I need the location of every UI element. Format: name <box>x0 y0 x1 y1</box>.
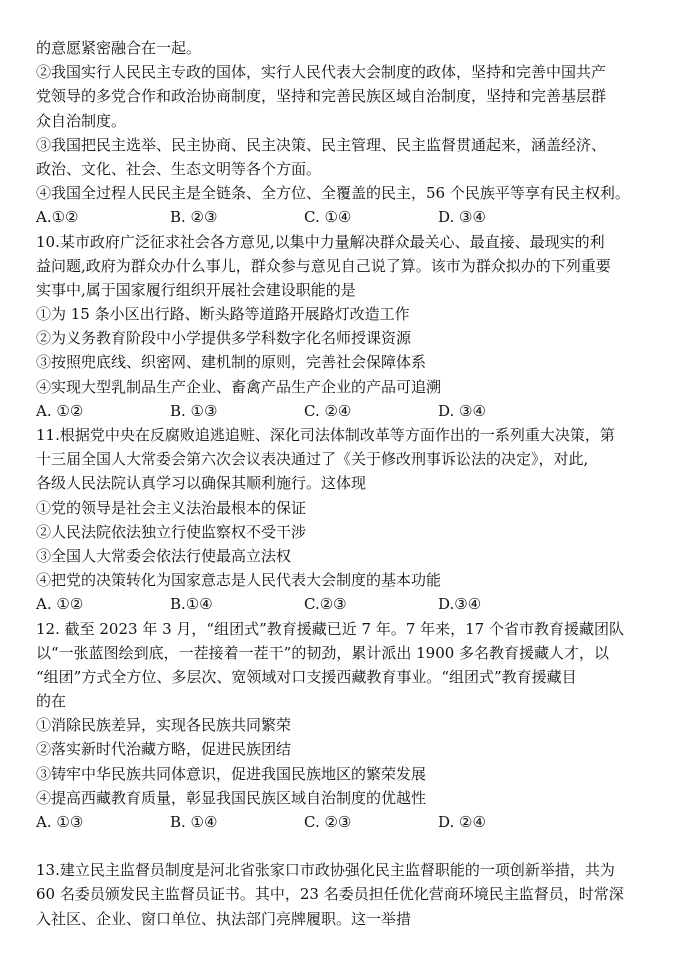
option-c: C.②③ <box>304 595 347 614</box>
answer-options <box>36 592 676 616</box>
answer-options <box>36 810 676 834</box>
question-11 <box>36 423 676 617</box>
option-a: A. ①③ <box>36 813 84 831</box>
option-d: D. ③④ <box>438 208 486 227</box>
option-d: D. ③④ <box>438 401 486 420</box>
option-b: B. ②③ <box>170 208 218 227</box>
question-text-line: ④实现大型乳制品生产企业、畜禽产品生产企业的产品可追溯 <box>36 377 442 396</box>
exam-page <box>36 36 676 931</box>
question-text-line: 10.某市政府广泛征求社会各方意见,以集中力量解决群众最关心、最直接、最现实的利 <box>36 232 605 251</box>
question-text-line: ③全国人大常委会依法行使最高立法权 <box>36 546 292 565</box>
option-c: C. ②④ <box>304 401 352 420</box>
question-text-line: “组团”方式全方位、多层次、宽领域对口支援西藏教育事业。“组团式”教育援藏目 <box>36 667 577 686</box>
question-text-line: ①党的领导是社会主义法治最根本的保证 <box>36 498 307 517</box>
question-text-line: 实事中,属于国家履行组织开展社会建设职能的是 <box>36 280 356 299</box>
option-b: B. ①③ <box>170 401 218 420</box>
question-text-line: 入社区、企业、窗口单位、执法部门亮牌履职。这一举措 <box>36 909 412 928</box>
question-text-line: 益问题,政府为群众办什么事儿，群众参与意见自己说了算。该市为群众拟办的下列重要 <box>36 256 611 275</box>
answer-options <box>36 399 676 423</box>
option-a: A.①② <box>36 208 79 227</box>
question-text-line: 的在 <box>36 692 67 711</box>
question-text-line: ②我国实行人民民主专政的国体，实行人民代表大会制度的政体，坚持和完善中国共产 <box>36 63 607 82</box>
question-text-line: ②人民法院依法独立行使监察权不受干涉 <box>36 522 307 541</box>
question-text-line: 60 名委员颁发民主监督员证书。其中，23 名委员担任优化营商环境民主监督员，时常深 <box>36 885 624 904</box>
question-text-line: ④我国全过程人民民主是全链条、全方位、全覆盖的民主，56 个民族平等享有民主权利。 <box>36 184 630 203</box>
question-text-line: 众自治制度。 <box>36 111 127 130</box>
option-c: C. ②③ <box>304 813 352 831</box>
question-10 <box>36 230 676 424</box>
question-text-line: 11.根据党中央在反腐败追逃追赃、深化司法体制改革等方面作出的一系列重大决策，第 <box>36 426 615 444</box>
question-text-line: 政治、文化、社会、生态文明等各个方面。 <box>36 159 322 178</box>
option-b: B.①④ <box>170 595 213 614</box>
question-text-line: ②为义务教育阶段中小学提供多学科数字化名师授课资源 <box>36 329 412 348</box>
question-12 <box>36 617 676 835</box>
question-text-line: ①消除民族差异，实现各民族共同繁荣 <box>36 716 292 735</box>
question-text-line: ①为 15 条小区出行路、断头路等道路开展路灯改造工作 <box>36 305 410 324</box>
option-d: D.③④ <box>438 595 482 614</box>
question-text-line: 各级人民法院认真学习以确保其顺利施行。这体现 <box>36 474 367 493</box>
question-text-line: 的意愿紧密融合在一起。 <box>36 39 202 57</box>
question-text-line: 党领导的多党合作和政治协商制度，坚持和完善民族区域自治制度，坚持和完善基层群 <box>36 87 607 106</box>
option-a: A. ①② <box>36 401 84 420</box>
option-d: D. ②④ <box>438 813 486 831</box>
spacer <box>36 834 676 858</box>
question-text-line: 十三届全国人大常委会第六次会议表决通过了《关于修改刑事诉讼法的决定》，对此, <box>36 450 589 469</box>
answer-options <box>36 205 676 229</box>
question-text-line: ③我国把民主选举、民主协商、民主决策、民主管理、民主监督贯通起来，涵盖经济、 <box>36 135 607 154</box>
question-text-line: 13.建立民主监督员制度是河北省张家口市政协强化民主监督职能的一项创新举措，共为 <box>36 861 615 880</box>
question-text-line: ④提高西藏教育质量，彰显我国民族区域自治制度的优越性 <box>36 788 427 807</box>
option-a: A. ①② <box>36 595 84 614</box>
question-text-line: ③铸牢中华民族共同体意识，促进我国民族地区的繁荣发展 <box>36 764 427 783</box>
option-b: B. ①④ <box>170 813 218 831</box>
option-c: C. ①④ <box>304 208 352 227</box>
question-text-line: 以“一张蓝图绘到底，一茬接着一茬干”的韧劲，累计派出 1900 多名教育援藏人才，以 <box>36 643 610 662</box>
question-text-line: ②落实新时代治藏方略，促进民族团结 <box>36 740 292 759</box>
question-13 <box>36 858 676 931</box>
question-text-line: ③按照兜底线、织密网、建机制的原则，完善社会保障体系 <box>36 353 427 372</box>
question-text-line: 12. 截至 2023 年 3 月，“组团式”教育援藏已近 7 年。7 年来，17 个省市教育援藏团队 <box>36 619 624 638</box>
question-9 <box>36 36 676 230</box>
question-text-line: ④把党的决策转化为国家意志是人民代表大会制度的基本功能 <box>36 571 442 590</box>
